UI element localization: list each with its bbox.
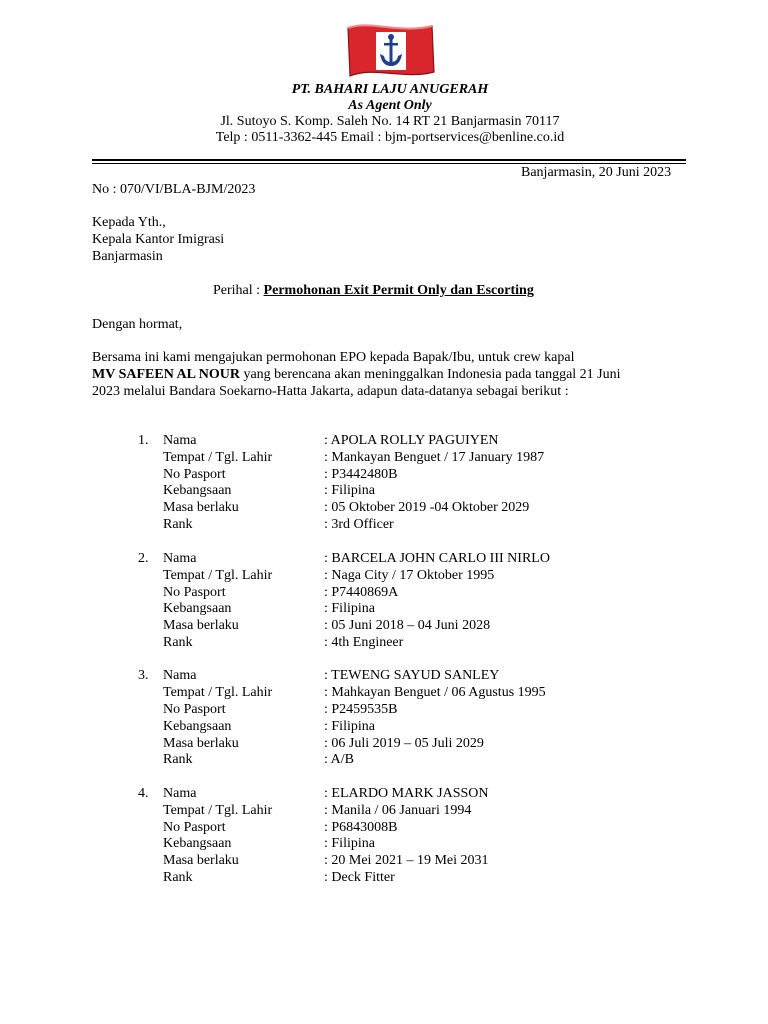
crew-rank: : Deck Fitter <box>324 870 395 885</box>
crew-validity: : 05 Oktober 2019 -04 Oktober 2029 <box>324 500 530 515</box>
body-line-rest: yang berencana akan meninggalkan Indonesia pada tanggal 21 Juni <box>239 367 621 382</box>
label-rank: Rank <box>163 635 193 650</box>
crew-validity: : 20 Mei 2021 – 19 Mei 2031 <box>324 853 489 868</box>
body-line <box>92 367 621 383</box>
company-contact: Telp : 0511-3362-445 Email : bjm-portservices@benline.co.id <box>215 130 565 145</box>
subject-label: Perihal : <box>213 283 264 298</box>
crew-passport: : P2459535B <box>324 702 398 717</box>
recipient-line: Kepala Kantor Imigrasi <box>92 232 225 247</box>
label-rank: Rank <box>163 752 193 767</box>
crew-passport: : P7440869A <box>324 585 399 600</box>
greeting: Dengan hormat, <box>92 317 183 332</box>
crew-number: 4. <box>138 786 149 801</box>
label-passport: No Pasport <box>163 820 226 835</box>
label-passport: No Pasport <box>163 467 226 482</box>
crew-validity: : 06 Juli 2019 – 05 Juli 2029 <box>324 736 484 751</box>
label-passport: No Pasport <box>163 702 226 717</box>
crew-birth: : Mankayan Benguet / 17 January 1987 <box>324 450 545 465</box>
crew-name: : BARCELA JOHN CARLO III NIRLO <box>324 551 550 566</box>
label-nationality: Kebangsaan <box>163 836 232 851</box>
recipient-line: Kepada Yth., <box>92 215 166 230</box>
crew-number: 1. <box>138 433 149 448</box>
crew-name: : TEWENG SAYUD SANLEY <box>324 668 500 683</box>
crew-validity: : 05 Juni 2018 – 04 Juni 2028 <box>324 618 491 633</box>
subject-text: Permohonan Exit Permit Only dan Escorting <box>263 283 534 298</box>
company-name: PT. BAHARI LAJU ANUGERAH <box>291 82 489 97</box>
label-validity: Masa berlaku <box>163 853 239 868</box>
body-line: 2023 melalui Bandara Soekarno-Hatta Jakarta, adapun data-datanya sebagai berikut : <box>92 384 569 399</box>
crew-passport: : P3442480B <box>324 467 398 482</box>
label-name: Nama <box>163 668 197 683</box>
label-name: Nama <box>163 433 197 448</box>
label-birth: Tempat / Tgl. Lahir <box>163 568 273 583</box>
crew-nationality: : Filipina <box>324 836 375 851</box>
label-rank: Rank <box>163 870 193 885</box>
company-address: Jl. Sutoyo S. Komp. Saleh No. 14 RT 21 Banjarmasin 70117 <box>220 114 560 129</box>
header-rule-thick <box>92 159 686 161</box>
crew-nationality: : Filipina <box>324 483 375 498</box>
recipient-line: Banjarmasin <box>92 249 163 264</box>
crew-rank: : A/B <box>324 752 354 767</box>
label-nationality: Kebangsaan <box>163 601 232 616</box>
label-validity: Masa berlaku <box>163 500 239 515</box>
crew-birth: : Naga City / 17 Oktober 1995 <box>324 568 495 583</box>
label-rank: Rank <box>163 517 193 532</box>
company-tagline: As Agent Only <box>348 98 432 113</box>
label-nationality: Kebangsaan <box>163 719 232 734</box>
label-birth: Tempat / Tgl. Lahir <box>163 450 273 465</box>
label-validity: Masa berlaku <box>163 618 239 633</box>
anchor-flag-logo-icon <box>340 20 440 86</box>
crew-passport: : P6843008B <box>324 820 398 835</box>
vessel-name: MV SAFEEN AL NOUR <box>92 367 240 382</box>
crew-nationality: : Filipina <box>324 601 375 616</box>
label-passport: No Pasport <box>163 585 226 600</box>
letter-subject <box>213 283 534 299</box>
crew-rank: : 3rd Officer <box>324 517 394 532</box>
letter-reference: No : 070/VI/BLA-BJM/2023 <box>92 182 256 197</box>
label-nationality: Kebangsaan <box>163 483 232 498</box>
crew-number: 2. <box>138 551 149 566</box>
label-validity: Masa berlaku <box>163 736 239 751</box>
label-name: Nama <box>163 551 197 566</box>
label-birth: Tempat / Tgl. Lahir <box>163 803 273 818</box>
letter-date: Banjarmasin, 20 Juni 2023 <box>521 165 672 180</box>
crew-birth: : Manila / 06 Januari 1994 <box>324 803 472 818</box>
header-rule-thin <box>92 163 686 164</box>
crew-number: 3. <box>138 668 149 683</box>
crew-birth: : Mahkayan Benguet / 06 Agustus 1995 <box>324 685 546 700</box>
crew-nationality: : Filipina <box>324 719 375 734</box>
crew-name: : ELARDO MARK JASSON <box>324 786 489 801</box>
crew-rank: : 4th Engineer <box>324 635 404 650</box>
body-line: Bersama ini kami mengajukan permohonan EPO kepada Bapak/Ibu, untuk crew kapal <box>92 350 575 365</box>
crew-name: : APOLA ROLLY PAGUIYEN <box>324 433 499 448</box>
label-name: Nama <box>163 786 197 801</box>
label-birth: Tempat / Tgl. Lahir <box>163 685 273 700</box>
